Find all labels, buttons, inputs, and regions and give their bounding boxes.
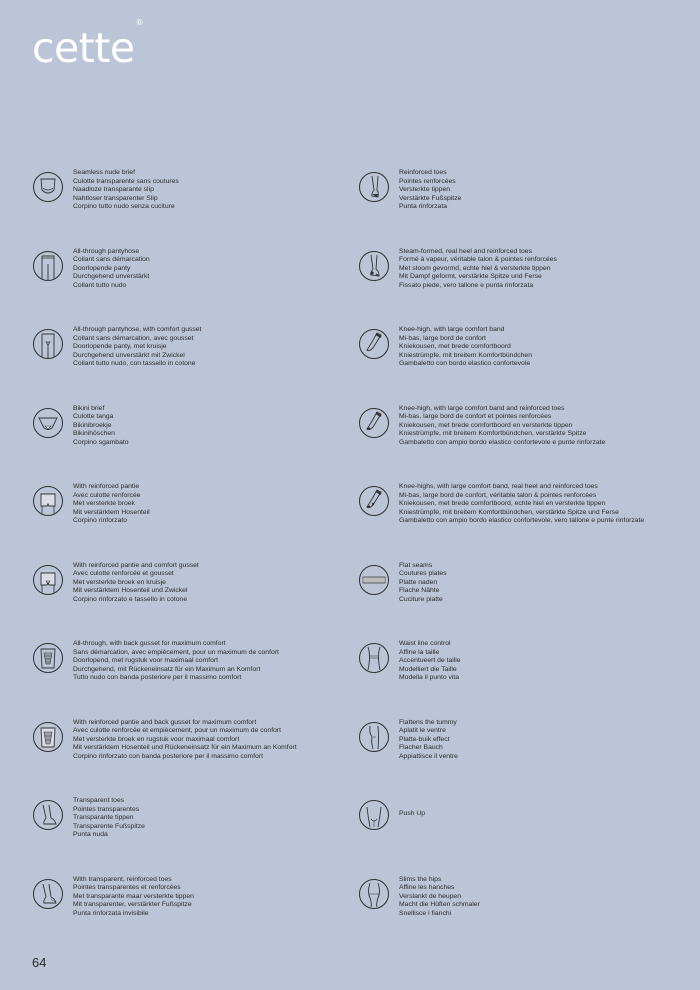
feature-line: Collant sans démarcation, avec gousset: [73, 334, 194, 342]
feature-line: Verstärkte Fußspitze: [399, 194, 462, 202]
push-up-icon: [359, 800, 389, 830]
feature-line: Mi-bas, large bord de confort et pointes renforcées: [399, 413, 552, 420]
feature-description: [73, 562, 199, 605]
feature-line: Doorlopende panty, met kruisje: [73, 343, 167, 350]
feature-line: Macht die Hüften schmaler: [399, 901, 480, 908]
feature-line: Versterkte tippen: [399, 186, 451, 193]
feature-line: Gambaletto con bordo elastico confortevole: [399, 360, 531, 367]
feature-description: [73, 248, 150, 291]
feature-line: Corpino sgambato: [73, 438, 129, 446]
feature-line: Bikinihöschen: [73, 430, 115, 437]
feature-line: Met stoom gevormd, echte hiel & versterkte tippen: [399, 264, 551, 272]
feature-line: Doorlopend, met rugstuk voor maximaal comfort: [73, 657, 219, 664]
feature-description: [399, 562, 447, 605]
feature-line: Mi-bas, large bord de confort, véritable talon & pointes renforcées: [399, 491, 597, 499]
transparent-toes-icon: [33, 800, 63, 830]
flat-seams-icon: [359, 565, 389, 595]
feature-line: Mi-bas, large bord de confort: [399, 334, 486, 342]
feature-line: Durchgehend, mit Rückeneinsatz für ein Maximum an Komfort: [73, 665, 261, 673]
feature-line: Avec culotte renforcée et gousset: [73, 570, 174, 577]
feature-line: Met versterkte broek en kruisje: [73, 578, 166, 586]
flat-tummy-icon: [359, 722, 389, 752]
feature-line: Transparente Fußspitze: [73, 822, 145, 830]
page-number: 64: [32, 955, 47, 970]
feature-line: Knee-high, with large comfort band: [399, 326, 505, 333]
feature-line: Platte naden: [399, 578, 438, 586]
feature-line: Knee-high, with large comfort band and reinforced toes: [399, 404, 565, 412]
feature-description: [399, 248, 557, 291]
feature-line: Flache Nähte: [399, 587, 440, 594]
feature-line: Verslankt de heupen: [399, 892, 461, 900]
feature-line: Affine la taille: [399, 648, 440, 656]
feature-description: [399, 169, 461, 212]
feature-line: Culotte transparente sans coutures: [73, 177, 179, 185]
feature-line: Accentueert de taille: [399, 657, 461, 664]
feature-line: Kniekousen, met brede comfortboord, echte hiel en versterkte tippen: [399, 500, 606, 507]
feature-line: Kniestrümpfe, mit breitem Komfortbündchen: [399, 351, 532, 359]
back-gusset-icon: [33, 643, 63, 673]
feature-line: Fissato piede, vero tallone e punta rinforzata: [399, 281, 534, 289]
feature-line: Platte-buik effect: [399, 735, 450, 743]
waist-line-icon: [359, 643, 389, 673]
brief-icon: [33, 172, 63, 202]
feature-line: Kniekousen, met brede comfortboord: [399, 343, 511, 350]
feature-line: With reinforced pantie: [73, 483, 140, 490]
feature-line: Punta rinforzata invisibile: [73, 909, 149, 917]
feature-line: Gambaletto con ampio bordo elastico confortevole e punte rinforzate: [399, 438, 606, 446]
gusset-pantyhose-icon: [33, 329, 63, 359]
feature-description: [73, 483, 150, 526]
registered-mark: ®: [135, 18, 144, 28]
feature-line: With reinforced pantie and back gusset for maximum comfort: [73, 718, 257, 726]
feature-line: Met transparante maar versterkte tippen: [73, 892, 194, 900]
feature-description: [73, 876, 194, 919]
feature-line: Mit verstärktem Hosenteil: [73, 508, 150, 516]
feature-line: Collant sans démarcation: [73, 256, 150, 263]
feature-line: Steam-formed, real heel and reinforced toes: [399, 247, 532, 255]
feature-line: Mit Dampf geformt, verstärkte Spitze und Ferse: [399, 273, 542, 280]
feature-line: Durchgehend unverstärkt: [73, 273, 150, 280]
feature-line: Snellisce i fianchi: [399, 909, 452, 917]
knee-high-heel-toes-icon: [359, 486, 389, 516]
feature-line: Kniekousen, met brede comfortboord en versterkte tippen: [399, 421, 573, 429]
feature-line: Culotte tanga: [73, 413, 114, 420]
feature-description: [73, 797, 145, 840]
feature-line: Punta nuda: [73, 831, 108, 838]
feature-line: Transparent toes: [73, 797, 125, 804]
feature-line: Collant tutto nudo: [73, 281, 127, 289]
feature-line: All-through pantyhose, with comfort gusset: [73, 326, 202, 333]
feature-line: With transparent, reinforced toes: [73, 875, 172, 883]
feature-line: With reinforced pantie and comfort gusset: [73, 561, 199, 569]
reinforced-pantie-icon: [33, 486, 63, 516]
feature-line: Bikini brief: [73, 404, 105, 412]
feature-line: Modella il punto vita: [399, 674, 460, 681]
feature-line: Corpino rinforzato: [73, 517, 128, 524]
feature-description: [399, 483, 644, 526]
feature-line: Appiattisce il ventre: [399, 752, 458, 760]
feature-description: [399, 810, 425, 819]
feature-line: Gambaletto con ampio bordo elastico confortevole, vero tallone e punte rinforzate: [399, 517, 645, 524]
feature-line: Kniestrümpfe, mit breitem Komfortbündchen, verstärkte Spitze und Ferse: [399, 508, 619, 516]
feature-line: Pointes transparentes: [73, 805, 140, 813]
feature-line: Mit verstärktem Hosenteil und Zwickel: [73, 587, 188, 594]
feature-line: Mit verstärktem Hosenteil und Rückeneinsatz für ein Maximum an Komfort: [73, 744, 297, 751]
brand-logo: [32, 18, 144, 72]
feature-line: Durchgehend unverstärkt mit Zwickel: [73, 351, 185, 359]
feature-line: Kniestrümpfe, mit breitem Komfortbündchen, verstärkte Spitze: [399, 430, 587, 437]
feature-description: [399, 405, 605, 448]
feature-description: [73, 640, 279, 683]
pantie-gusset-icon: [33, 565, 63, 595]
feature-line: Pointes transparentes et renforcées: [73, 884, 181, 891]
feature-line: Waist line control: [399, 640, 451, 647]
feature-line: Reinforced toes: [399, 169, 447, 176]
feature-description: [399, 640, 461, 683]
feature-line: Collant tutto nudo, con tassello in cotone: [73, 360, 196, 367]
feature-description: [73, 169, 179, 212]
feature-line: Affine les hanches: [399, 884, 455, 891]
feature-line: Corpino tutto nudo senza cuciture: [73, 203, 175, 210]
feature-line: Doorlopende panty: [73, 264, 131, 272]
feature-line: Cuciture piatte: [399, 595, 443, 603]
feature-line: Transparante tippen: [73, 814, 134, 821]
steam-formed-heel-icon: [359, 251, 389, 281]
feature-line: Aplatit le ventre: [399, 727, 446, 734]
bikini-brief-icon: [33, 408, 63, 438]
feature-description: [399, 719, 458, 762]
feature-line: All-through pantyhose: [73, 247, 140, 255]
feature-line: Avec culotte renforcée: [73, 491, 141, 499]
feature-line: Bikinibroekje: [73, 421, 112, 429]
feature-description: [399, 326, 532, 369]
feature-line: Flacher Bauch: [399, 744, 443, 751]
feature-line: Corpino rinforzato e tassello in cotone: [73, 595, 188, 603]
feature-description: [73, 405, 129, 448]
feature-line: Formé à vapeur, véritable talon & pointes renforcées: [399, 256, 557, 263]
feature-line: Sans démarcation, avec empiècement, pour un maximum de confort: [73, 648, 279, 656]
brand-logo-text: cette: [32, 24, 135, 72]
transparent-reinforced-toes-icon: [33, 879, 63, 909]
feature-line: Knee-highs, with large comfort band, real heel and reinforced toes: [399, 483, 598, 490]
feature-description: [399, 876, 480, 919]
feature-line: Naadloze transparante slip: [73, 186, 154, 193]
feature-line: Met versterkte broek en rugstuk voor maximaal comfort: [73, 735, 240, 743]
feature-line: Met versterkte broek: [73, 500, 135, 507]
feature-line: Corpino rinforzato con banda posteriore per il massimo comfort: [73, 752, 264, 760]
feature-line: Pointes renforcées: [399, 177, 456, 185]
feature-line: Modelliert die Taille: [399, 665, 457, 673]
feature-line: Seamless nude brief: [73, 169, 135, 176]
feature-line: Punta rinforzata: [399, 203, 447, 210]
pantyhose-icon: [33, 251, 63, 281]
reinforced-toes-icon: [359, 172, 389, 202]
feature-line: Tutto nudo con banda posteriore per il massimo comfort: [73, 674, 242, 681]
feature-line: Mit transparenter, verstärkter Fußspitze: [73, 901, 192, 908]
pantie-back-gusset-icon: [33, 722, 63, 752]
feature-line: Nahtloser transparenter Slip: [73, 194, 158, 202]
slims-hips-icon: [359, 879, 389, 909]
feature-line: Flat seams: [399, 561, 433, 569]
knee-high-toes-icon: [359, 408, 389, 438]
feature-line: Slims the hips: [399, 875, 442, 883]
knee-high-icon: [359, 329, 389, 359]
feature-line: Flattens the tummy: [399, 718, 457, 726]
feature-line: Push Up: [399, 810, 426, 817]
feature-description: [73, 719, 297, 762]
feature-line: Avec culotte renforcée et empiècement, pour un maximum de confort: [73, 727, 282, 734]
feature-line: All-through, with back gusset for maximum comfort: [73, 640, 226, 647]
feature-description: [73, 326, 201, 369]
feature-line: Coutures plates: [399, 570, 447, 577]
